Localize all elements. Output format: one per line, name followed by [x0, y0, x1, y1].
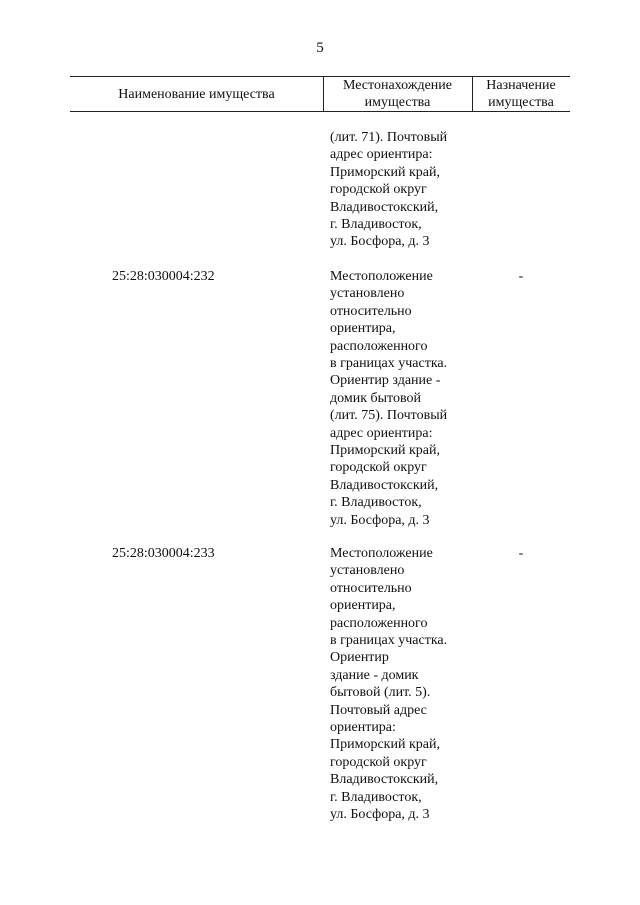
row-2-name: 25:28:030004:233 [112, 546, 215, 561]
row-2-location: Местоположение установлено относительно ориентира, расположенного в границах участка. Ориентир здание - домик бытовой (лит. 5). Почтовый адрес ориентира: Приморский край, городской округ Владивостокский, г. Владивосток, ул. Босфора, д. 3 [330, 546, 448, 823]
row-1-name: 25:28:030004:232 [112, 269, 215, 284]
row-1-purpose: - [518, 269, 524, 284]
column-header-location: Местонахождение имущества [342, 78, 452, 110]
row-1-location: Местоположение установлено относительно ориентира, расположенного в границах участка. Ориентир здание - домик бытовой (лит. 75). Почтовый адрес ориентира: Приморский край, городской округ Владивостокский, г. Владивосток, ул. Босфора, д. 3 [330, 269, 448, 528]
column-header-name: Наименование имущества [118, 87, 275, 102]
page-number: 5 [316, 40, 324, 56]
column-header-purpose: Назначение имущества [486, 78, 556, 110]
table-header-bottom-rule [70, 111, 570, 112]
row-2-purpose: - [518, 546, 524, 561]
continuation-location-cell: (лит. 71). Почтовый адрес ориентира: Приморский край, городской округ Владивостокский, г. Владивосток, ул. Босфора, д. 3 [330, 130, 448, 250]
